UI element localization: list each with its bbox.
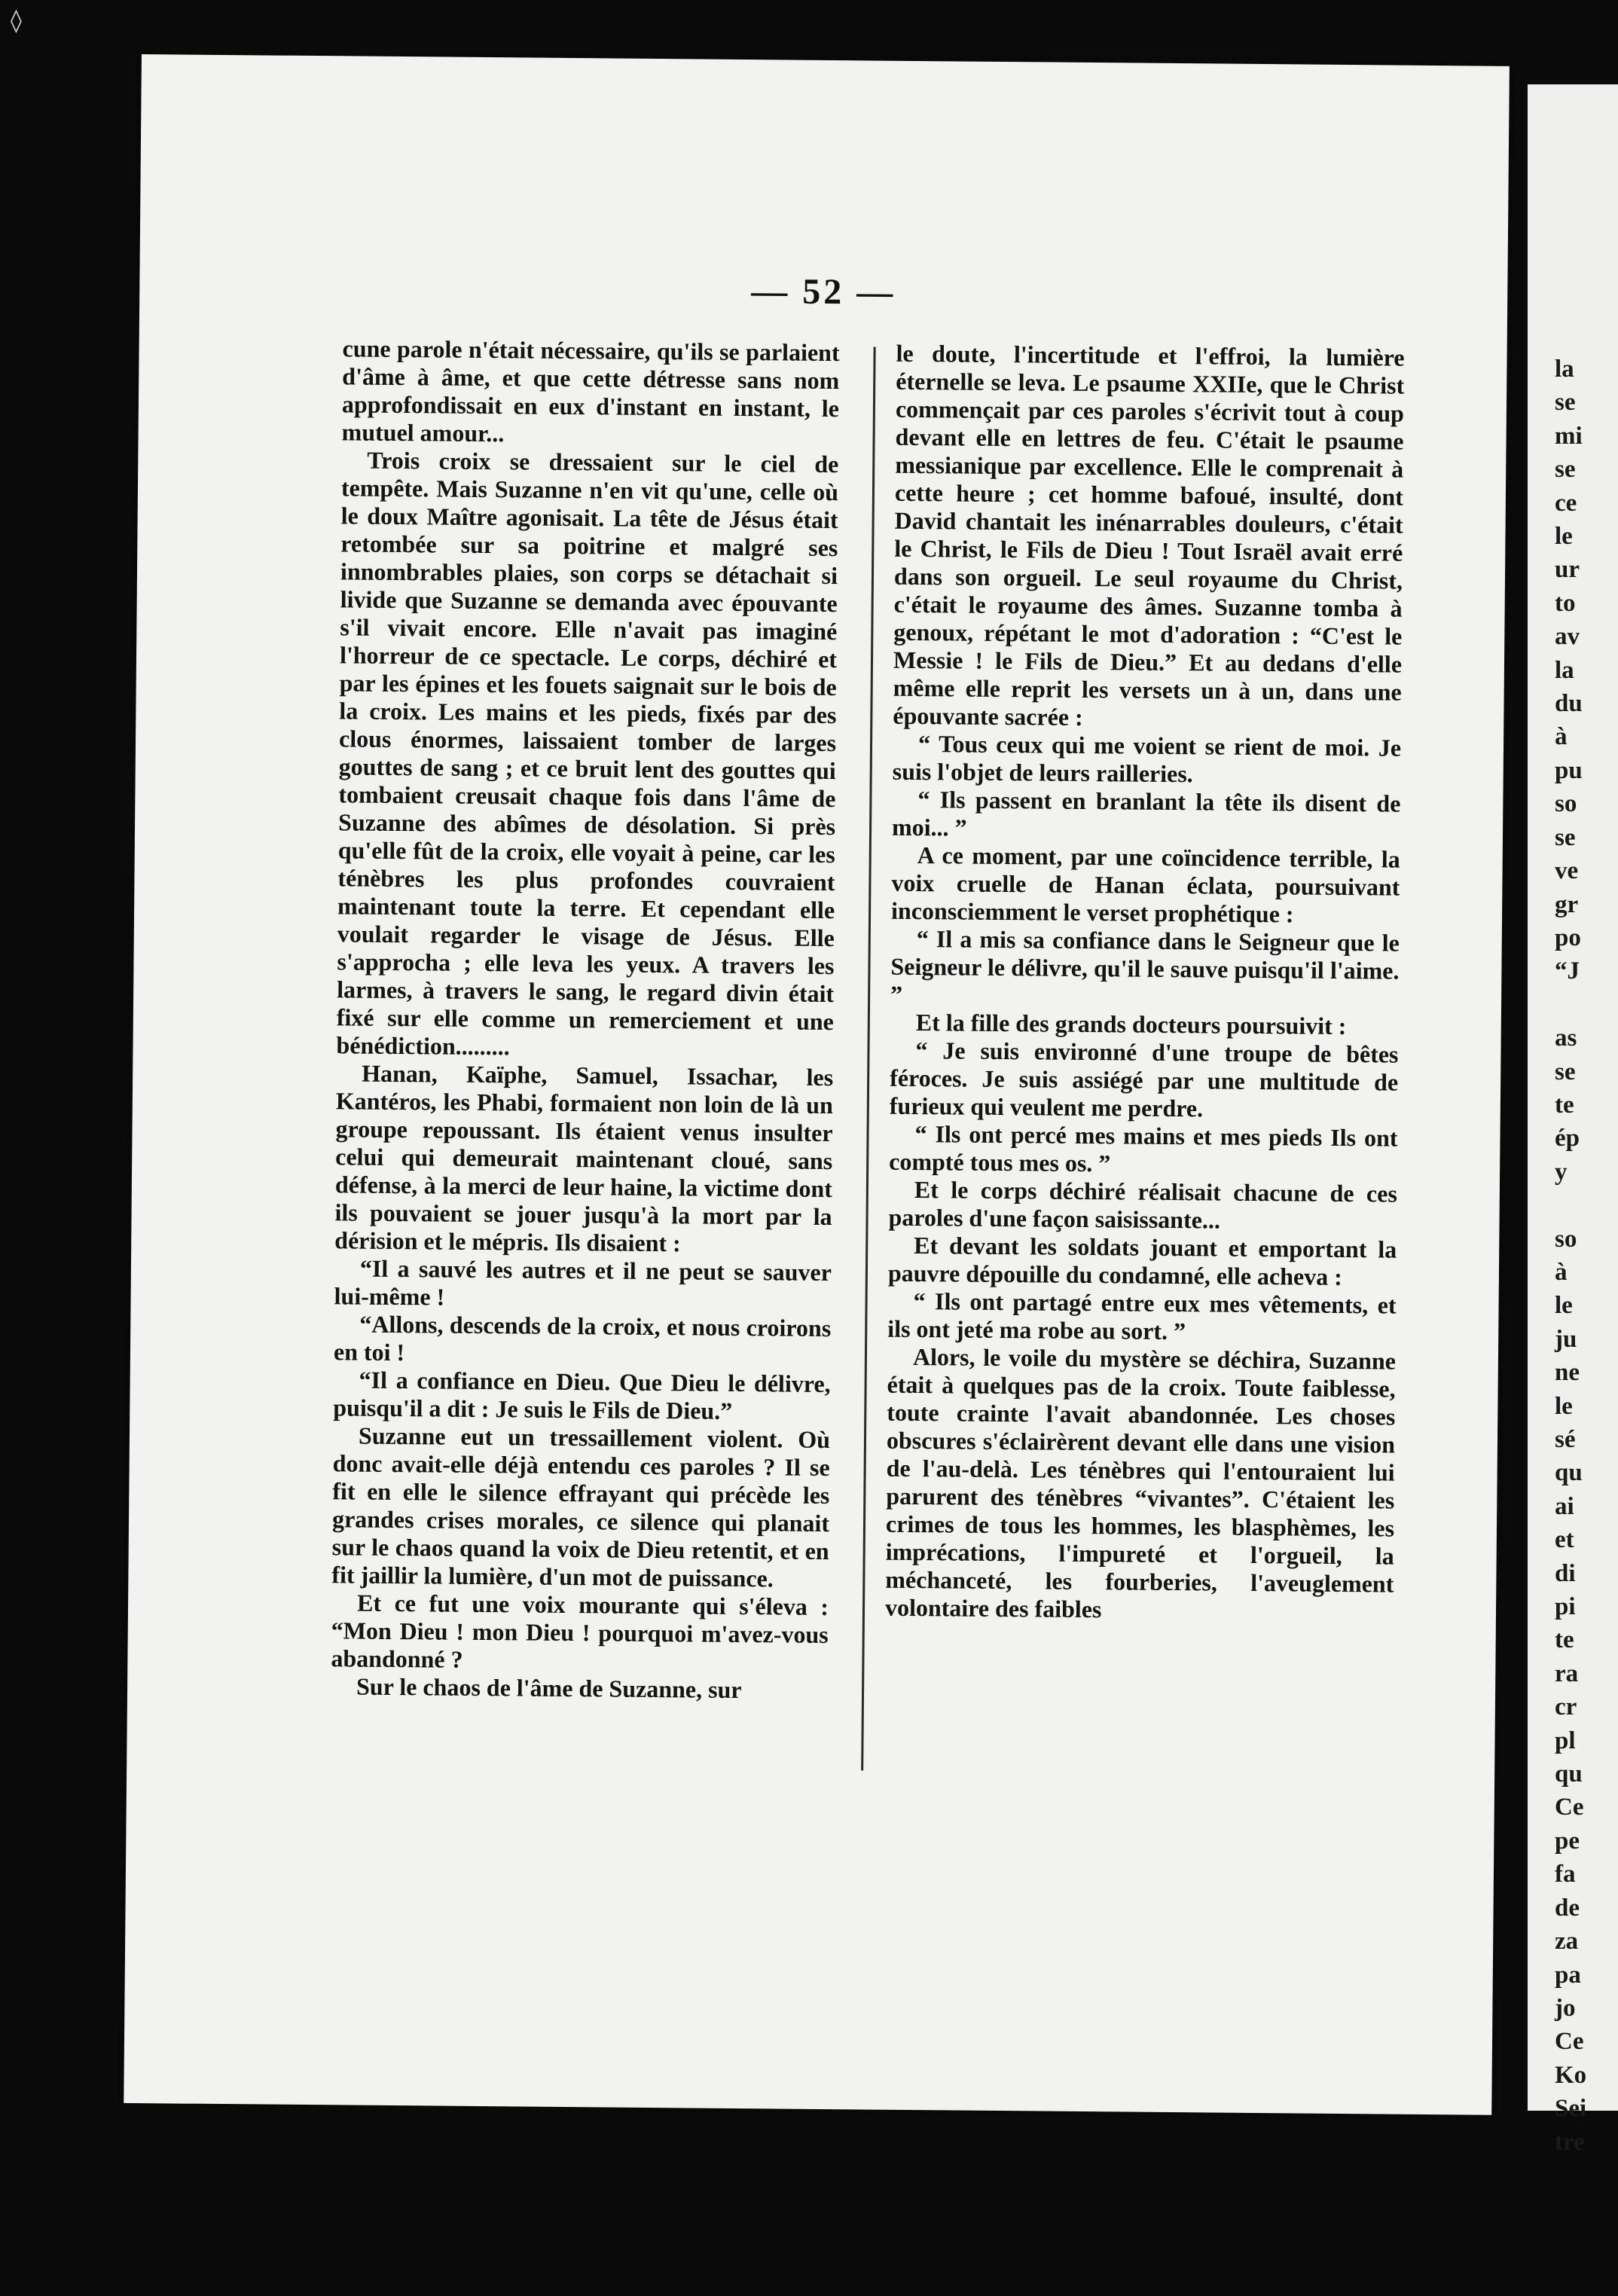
quote-line: “ Ils passent en branlant la tête ils disent de moi... ” — [891, 786, 1401, 841]
paragraph: Hanan, Kaïphe, Samuel, Issachar, les Kantéros, les Phabi, formaient non loin de là un groupe repoussant. Ils étaient venus insulter celui qui demeurait maintenant cloué, sans défense, à la merci de leur haine, la victime dont ils pouvaient se jouer jusqu'à la mort par la dérision et le mépris. Ils disaient : — [334, 1059, 834, 1257]
adjacent-page-line: le — [1555, 1392, 1573, 1420]
adjacent-page-line: Sei — [1555, 2095, 1587, 2123]
quote-line: “ Tous ceux qui me voient se rient de moi. Je suis l'objet de leurs railleries. — [892, 730, 1402, 788]
paragraph: Et devant les soldats jouant et emportant la pauvre dépouille du condamné, elle acheva : — [887, 1232, 1397, 1290]
paragraph: Trois croix se dressaient sur le ciel de tempête. Mais Suzanne n'en vit qu'une, celle où le doux Maître agonisait. La tête de Jésus était retombée sur sa poitrine et malgré ses innombrables plaies, son corps se détachait si livide que Suzanne se demanda avec épouvante s'il vivait encore. Elle n'avait pas imaginé l'horreur de ce spectacle. Le corps, déchiré et par les épines et les fouets saignait sur le bois de la croix. Les mains et les pieds, fixés par des clous énormes, laissaient tomber de larges gouttes de sang ; et ce bruit lent des gouttes qui tombaient creusait chaque fois dans l'âme de Suzanne des abîmes de désolation. Si près qu'elle fût de la croix, elle voyait à peine, car les ténèbres les plus profondes couvraient maintenant toute la terre. Et cependant elle voulait regarder le visage de Jésus. Elle s'approcha ; elle leva les yeux. A travers les larmes, à travers le sang, le regard divin était fixé sur elle comme un remerciement et une bénédiction......... — [336, 446, 839, 1061]
adjacent-page-line: la — [1555, 656, 1574, 684]
quote-line: “Allons, descends de la croix, et nous croirons en toi ! — [333, 1310, 832, 1366]
quote-line: “Il a sauvé les autres et il ne peut se sauver lui-même ! — [334, 1254, 832, 1311]
adjacent-page-line: as — [1555, 1024, 1577, 1052]
adjacent-page-line: sé — [1555, 1426, 1576, 1453]
paragraph: Suzanne eut un tressaillement violent. Où donc avait-elle déjà entendu ces paroles ? Il se fit en elle le silence effrayant qui précède les grandes crises morales, ce silence qui planait sur le chaos quand la voix de Dieu retentit, et en fit jaillir la lumière, d'un mot de puissance. — [331, 1421, 831, 1592]
adjacent-page-line: du — [1555, 690, 1583, 718]
adjacent-page-line: po — [1555, 924, 1581, 951]
adjacent-page-line: mi — [1555, 422, 1583, 450]
adjacent-page-line: le — [1555, 1292, 1573, 1320]
adjacent-page-line: Ce — [1555, 1794, 1584, 1821]
quote-line: “ Ils ont partagé entre eux mes vêtements, et ils ont jeté ma robe au sort. ” — [887, 1287, 1397, 1345]
adjacent-page-line: cr — [1555, 1693, 1577, 1721]
adjacent-page-line: za — [1555, 1928, 1579, 1956]
adjacent-page-line: jo — [1555, 1994, 1576, 2022]
adjacent-page-line: te — [1555, 1091, 1574, 1119]
adjacent-page-line: y — [1555, 1158, 1568, 1186]
adjacent-page-line: se — [1555, 456, 1576, 484]
adjacent-page-fragments — [1528, 84, 1618, 2159]
adjacent-page-line: pa — [1555, 1961, 1581, 1989]
adjacent-page-line: ju — [1555, 1325, 1577, 1353]
adjacent-page-line: se — [1555, 1058, 1576, 1085]
column-divider — [861, 347, 875, 1770]
adjacent-page-line: pl — [1555, 1727, 1576, 1754]
paragraph: Et ce fut une voix mourante qui s'éleva : “Mon Dieu ! mon Dieu ! pourquoi m'avez-vous abandonné ? — [331, 1589, 829, 1673]
quote-line: “ Il a mis sa confiance dans le Seigneur que le Seigneur le délivre, qu'il le sauve puisqu'il l'aime. ” — [890, 925, 1400, 1008]
adjacent-page-line: de — [1555, 1894, 1580, 1922]
adjacent-page-line: te — [1555, 1626, 1574, 1654]
adjacent-page-line: Ko — [1555, 2061, 1587, 2089]
adjacent-page-line: di — [1555, 1559, 1576, 1587]
adjacent-page-line: ur — [1555, 556, 1580, 584]
adjacent-page-line: se — [1555, 823, 1576, 851]
adjacent-page-line: et — [1555, 1526, 1574, 1554]
adjacent-page-line: ai — [1555, 1492, 1574, 1520]
adjacent-page-line: av — [1555, 623, 1580, 651]
quote-line: “ Ils ont percé mes mains et mes pieds Ils ont compté tous mes os. ” — [889, 1120, 1398, 1177]
adjacent-page-line: qu — [1555, 1459, 1583, 1487]
paragraph: Et la fille des grands docteurs poursuivit : — [915, 1009, 1347, 1040]
adjacent-page-line: le — [1555, 523, 1573, 551]
paragraph: Et le corps déchiré réalisait chacune de ces paroles d'une façon saisissante... — [888, 1176, 1398, 1234]
adjacent-page-line: so — [1555, 1225, 1577, 1253]
adjacent-page-line — [1528, 988, 1618, 1021]
paragraph: Alors, le voile du mystère se déchira, Suzanne était à quelques pas de la croix. Toute faiblesse, toute crainte l'avait abandonnée. Les choses obscures s'éclairèrent devant elle dans une vision de l'au-delà. Les ténèbres qui l'entouraient lui parurent des ténèbres “vivantes”. C'étaient les crimes de tous les hommes, les blasphèmes, les imprécations, l'impureté et l'orgueil, la méchanceté, les fourberies, l'aveuglement volontaire des faibles — [884, 1343, 1397, 1623]
adjacent-page-line: la — [1555, 356, 1574, 383]
adjacent-page-line: ce — [1555, 489, 1577, 517]
adjacent-page-line: pu — [1555, 756, 1583, 784]
adjacent-page-line: fa — [1555, 1861, 1576, 1888]
paragraph: le doute, l'incertitude et l'effroi, la lumière éternelle se leva. Le psaume XXIIe, que le Christ commençait par ces paroles s'écrivit tout à coup devant elle en lettres de feu. C'était le psaume messianique par excellence. Elle le comprenait à cette heure ; cet homme bafoué, insulté, dont David chantait les inénarrables douleurs, c'était le Christ, le Fils de Dieu ! Tout Israël avait erré dans son orgueil. Le seul royaume du Christ, c'était le royaume des âmes. Suzanne tomba à genoux, répétant le mot d'adoration : “C'est le Messie ! le Fils de Dieu.” Et au dedans d'elle même elle reprit les versets un à un, dans une épouvante sacrée : — [893, 339, 1405, 731]
adjacent-page-line: tre — [1555, 2128, 1585, 2156]
adjacent-page-line: ve — [1555, 857, 1579, 885]
paragraph: A ce moment, par une coïncidence terrible, la voix cruelle de Hanan éclata, poursuivant inconsciemment le verset prophétique : — [890, 841, 1400, 928]
adjacent-page-line: à — [1555, 1258, 1568, 1286]
adjacent-page-line: ép — [1555, 1125, 1580, 1153]
adjacent-page-line: gr — [1555, 890, 1579, 918]
adjacent-page-line: so — [1555, 790, 1577, 818]
adjacent-page-line: se — [1555, 389, 1576, 417]
quote-line: “ Je suis environné d'une troupe de bêtes féroces. Je suis assiégé par une multitude de furieux qui veulent me perdre. — [889, 1037, 1399, 1122]
adjacent-page-line — [1528, 1189, 1618, 1222]
adjacent-page-line: à — [1555, 723, 1568, 751]
adjacent-page-edge — [1528, 84, 1618, 2156]
adjacent-page-line: to — [1555, 589, 1576, 617]
adjacent-page-line: pi — [1555, 1593, 1576, 1621]
adjacent-page-line: ne — [1555, 1359, 1580, 1387]
adjacent-page-line: qu — [1555, 1760, 1583, 1788]
left-text-column — [331, 334, 840, 1705]
scan-corner-mark: ◊ — [11, 8, 22, 34]
adjacent-page-line: pe — [1555, 1827, 1580, 1855]
paragraph: cune parole n'était nécessaire, qu'ils se parlaient d'âme à âme, et que cette détresse sans nom approfondissait en eux d'instant en instant, le mutuel amour... — [341, 334, 840, 447]
adjacent-page-line: Ce — [1555, 2028, 1584, 2056]
right-text-column — [885, 340, 1405, 1626]
adjacent-page-line: “J — [1555, 957, 1580, 985]
page-number: — 52 — — [751, 271, 896, 313]
paragraph: Sur le chaos de l'âme de Suzanne, sur — [356, 1672, 742, 1704]
scanned-page — [124, 54, 1510, 2115]
quote-line: “Il a confiance en Dieu. Que Dieu le délivre, puisqu'il a dit : Je suis le Fils de Dieu.” — [333, 1366, 831, 1424]
adjacent-page-line: ra — [1555, 1659, 1579, 1687]
